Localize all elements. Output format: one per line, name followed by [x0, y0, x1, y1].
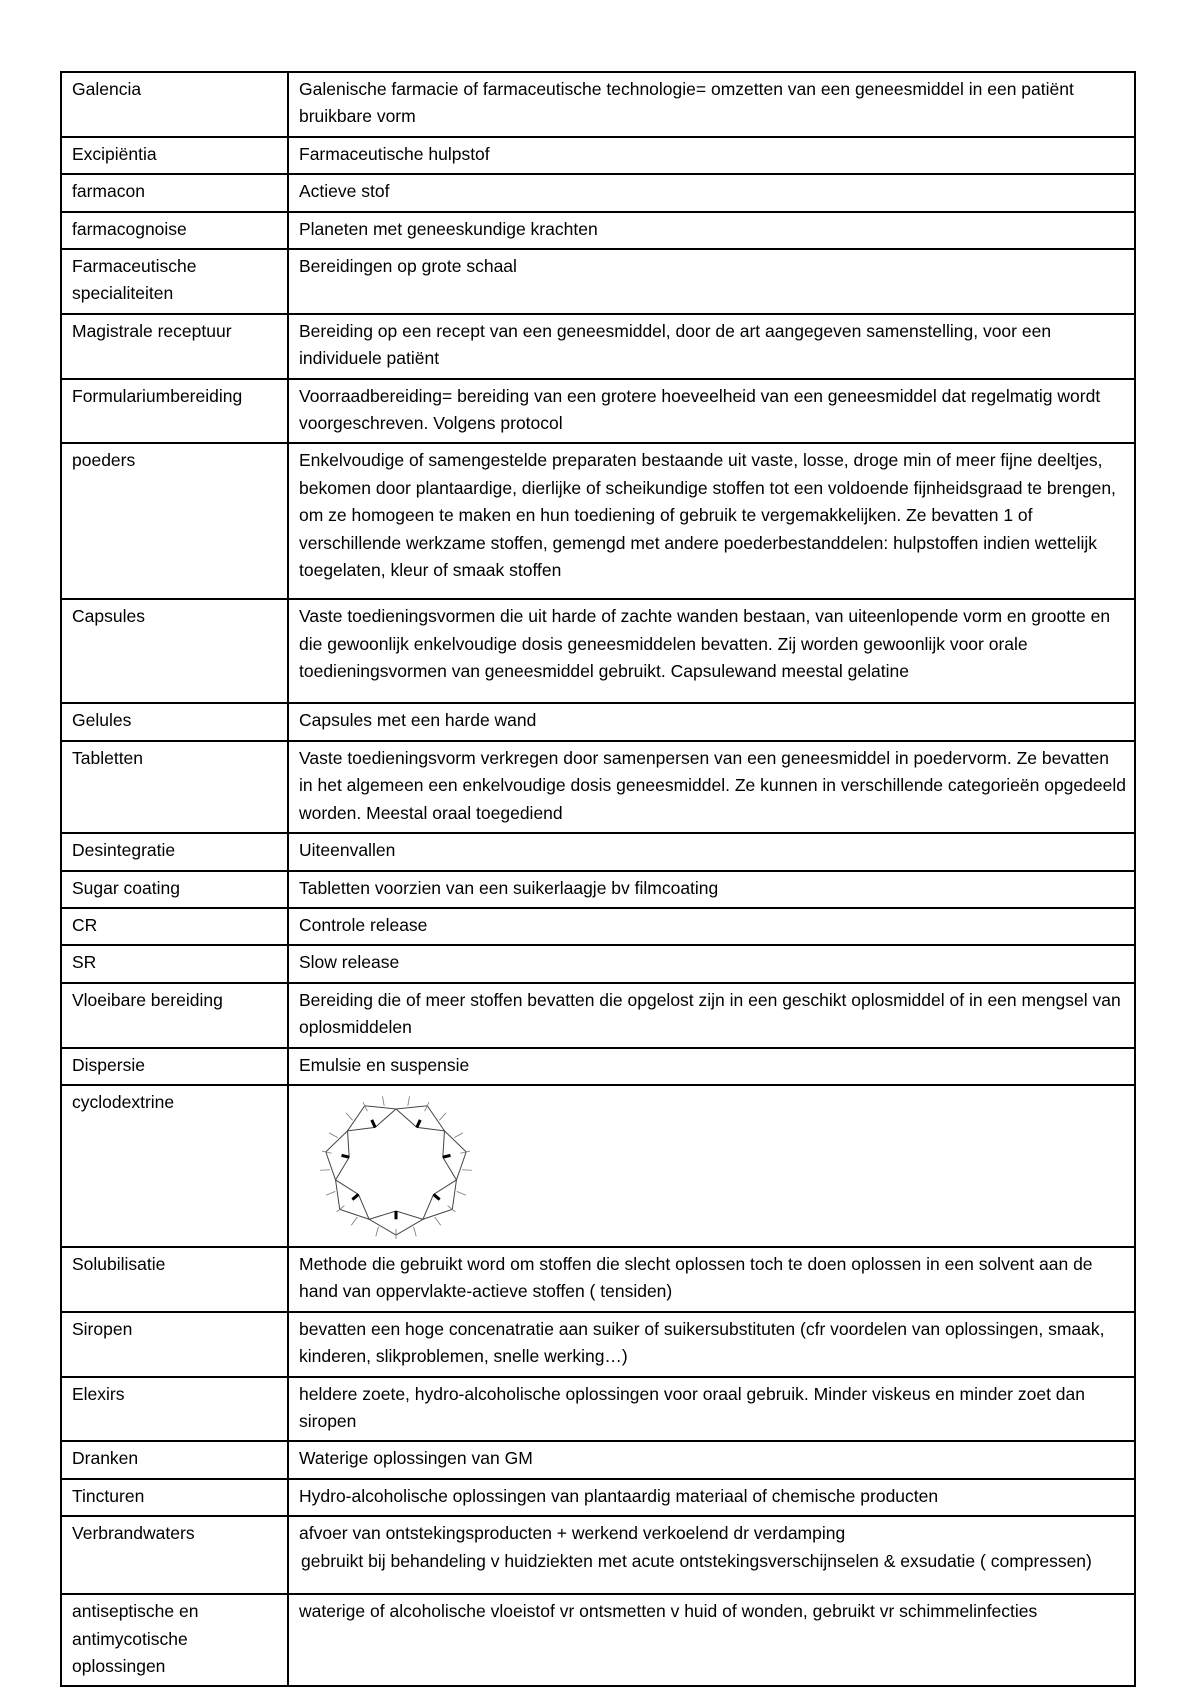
substituent-bond: [457, 1191, 466, 1195]
definition-text: Vaste toedieningsvorm verkregen door samenpersen van een geneesmiddel in poedervorm. Ze bevatten in het algemeen een enkelvoudige dosis geneesmiddel. Ze kunnen in verschillende categorieën opgedeeld worden. Meestal oraal toegediend: [299, 747, 1126, 823]
term-text: Tincturen: [72, 1485, 145, 1506]
term-text: Verbrandwaters: [72, 1523, 195, 1544]
definition-text: Farmaceutische hulpstof: [299, 143, 490, 164]
definition-text: Vaste toedieningsvormen die uit harde of zachte wanden bestaan, van uiteenlopende vorm en grootte en die gewoonlijk enkelvoudige dosis geneesmiddelen bevatten. Zij worden gewoonlijk voor orale toedieningsvormen van geneesmiddel gebruikt. Capsulewand meestal gelatine: [299, 606, 1111, 682]
glycosidic-bond: [352, 1194, 358, 1199]
definition-cell: [288, 1377, 1135, 1442]
definition-cell: [288, 833, 1135, 870]
definition-text: Uiteenvallen: [299, 840, 396, 861]
term-text: farmacognoise: [72, 218, 187, 239]
term-cell: [61, 741, 288, 833]
substituent-bond: [435, 1217, 441, 1225]
term-cell: [61, 599, 288, 703]
term-cell: [61, 174, 288, 211]
definition-text: Planeten met geneeskundige krachten: [299, 218, 598, 239]
term-text: Siropen: [72, 1318, 133, 1339]
term-cell: [61, 1048, 288, 1085]
definition-cell: [288, 908, 1135, 945]
definition-cell: [288, 137, 1135, 174]
definition-cell: [288, 741, 1135, 833]
term-text: Dispersie: [72, 1054, 145, 1075]
glossary-row: [61, 137, 1135, 174]
glossary-body: [61, 72, 1135, 1686]
term-cell: [61, 212, 288, 249]
definition-cell: [288, 1479, 1135, 1516]
glossary-row: [61, 833, 1135, 870]
definition-text: Voorraadbereiding= bereiding van een grotere hoeveelheid van een geneesmiddel dat regelmatig wordt voorgeschreven. Volgens protocol: [299, 385, 1101, 434]
definition-cell: [288, 1312, 1135, 1377]
term-cell: [61, 137, 288, 174]
glossary-row: [61, 1441, 1135, 1478]
glucose-unit: [396, 1106, 444, 1131]
definition-cell: [288, 1048, 1135, 1085]
definition-cell: [288, 1247, 1135, 1312]
definition-cell: [288, 703, 1135, 740]
glucose-unit: [423, 1180, 457, 1219]
term-text: Capsules: [72, 606, 145, 627]
definition-cell: [288, 212, 1135, 249]
glossary-row: [61, 1377, 1135, 1442]
substituent-bond: [326, 1191, 335, 1195]
definition-cell: [288, 379, 1135, 444]
glossary-row: [61, 1085, 1135, 1247]
glossary-row: [61, 314, 1135, 379]
definition-cell: [288, 174, 1135, 211]
glycosidic-bond: [417, 1120, 420, 1127]
definition-text: afvoer van ontstekingsproducten + werkend verkoelend dr verdamping: [299, 1523, 846, 1544]
definition-text: Capsules met een harde wand: [299, 710, 537, 731]
term-text: Desintegratie: [72, 840, 176, 861]
term-text: Sugar coating: [72, 877, 180, 898]
glossary-row: [61, 1479, 1135, 1516]
glossary-row: [61, 1048, 1135, 1085]
term-cell: [61, 945, 288, 982]
term-text: CR: [72, 914, 98, 935]
term-cell: [61, 443, 288, 599]
definition-cell: [288, 945, 1135, 982]
definition-text: Actieve stof: [299, 181, 390, 202]
cyclodextrin-structure-image: [311, 1093, 481, 1241]
term-cell: [61, 1085, 288, 1247]
definition-cell: [288, 1441, 1135, 1478]
substituent-bond: [439, 1113, 446, 1121]
glycosidic-bond: [342, 1155, 350, 1157]
definition-text: Waterige oplossingen van GM: [299, 1448, 533, 1469]
definition-cell: [288, 1516, 1135, 1594]
substituent-bond: [351, 1217, 357, 1225]
definition-cell: [288, 249, 1135, 314]
substituent-bond: [376, 1227, 379, 1237]
definition-cell: [288, 314, 1135, 379]
glossary-row: [61, 1247, 1135, 1312]
term-cell: [61, 1312, 288, 1377]
term-cell: [61, 703, 288, 740]
glossary-table: [60, 71, 1136, 1687]
glossary-row: [61, 1594, 1135, 1686]
term-text: Dranken: [72, 1448, 139, 1469]
term-text: Solubilisatie: [72, 1253, 166, 1274]
definition-text: Bereiding op een recept van een geneesmiddel, door de art aangegeven samenstelling, voor een individuele patiënt: [299, 320, 1052, 369]
definition-text: Bereidingen op grote schaal: [299, 256, 517, 277]
definition-cell: [288, 599, 1135, 703]
definition-text: Emulsie en suspensie: [299, 1054, 470, 1075]
term-cell: [61, 72, 288, 137]
term-text: farmacon: [72, 181, 145, 202]
term-text: SR: [72, 952, 97, 973]
glucose-unit: [336, 1180, 370, 1219]
term-text: Galencia: [72, 79, 142, 99]
definition-cell: [288, 443, 1135, 599]
term-cell: [61, 249, 288, 314]
term-cell: [61, 379, 288, 444]
term-cell: [61, 314, 288, 379]
substituent-bond: [346, 1113, 353, 1121]
substituent-bond: [454, 1133, 463, 1138]
glucose-unit: [348, 1106, 396, 1131]
definition-text: Tabletten voorzien van een suikerlaagje bv filmcoating: [299, 877, 719, 898]
term-text: Gelules: [72, 710, 132, 731]
term-cell: [61, 833, 288, 870]
term-cell: [61, 1516, 288, 1594]
glossary-row: [61, 72, 1135, 137]
definition-text: Bereiding die of meer stoffen bevatten die opgelost zijn in een geschikt oplosmiddel of in een mengsel van oplosmiddelen: [299, 989, 1121, 1038]
glycosidic-bond: [434, 1194, 440, 1199]
term-cell: [61, 983, 288, 1048]
glossary-row: [61, 249, 1135, 314]
definition-text: Controle release: [299, 914, 428, 935]
definition-cell: [288, 1594, 1135, 1686]
substituent-bond: [382, 1096, 384, 1106]
term-text: Formulariumbereiding: [72, 385, 243, 406]
term-text: Vloeibare bereiding: [72, 989, 223, 1010]
term-text: cyclodextrine: [72, 1091, 175, 1112]
definition-text: heldere zoete, hydro-alcoholische oplossingen voor oraal gebruik. Minder viskeus en minder zoet dan siropen: [299, 1383, 1086, 1431]
definition-cell: [288, 871, 1135, 908]
term-cell: [61, 1247, 288, 1312]
glossary-row: [61, 1516, 1135, 1594]
glossary-row: [61, 908, 1135, 945]
definition-cell: [288, 983, 1135, 1048]
term-cell: [61, 1479, 288, 1516]
glossary-row: [61, 174, 1135, 211]
glossary-row: [61, 871, 1135, 908]
definition-text: bevatten een hoge concenatratie aan suiker of suikersubstituten (cfr voordelen van oplossingen, smaak, kinderen, slikproblemen, snelle werking…): [299, 1318, 1105, 1367]
glossary-row: [61, 741, 1135, 833]
glossary-row: [61, 599, 1135, 703]
term-cell: [61, 1594, 288, 1686]
glossary-row: [61, 379, 1135, 444]
definition-cell: [288, 72, 1135, 137]
term-text: Farmaceutische specialiteiten: [72, 256, 197, 304]
substituent-bond: [408, 1096, 410, 1106]
definition-text: gebruikt bij behandeling v huidziekten met acute ontstekingsverschijnselen & exsudatie ( compressen): [301, 1550, 1092, 1571]
definition-text: Hydro-alcoholische oplossingen van plantaardig materiaal of chemische producten: [299, 1485, 939, 1506]
definition-cell: [288, 1085, 1135, 1247]
definition-text: Methode die gebruikt word om stoffen die slecht oplossen toch te doen oplossen in een solvent aan de hand van oppervlakte-actieve stoffen ( tensiden): [299, 1253, 1093, 1302]
term-cell: [61, 1441, 288, 1478]
term-cell: [61, 1377, 288, 1442]
glossary-row: [61, 945, 1135, 982]
glossary-row: [61, 703, 1135, 740]
term-cell: [61, 871, 288, 908]
term-text: Magistrale receptuur: [72, 320, 232, 341]
term-text: Elexirs: [72, 1383, 125, 1404]
definition-text: Slow release: [299, 952, 400, 973]
glossary-row: [61, 443, 1135, 599]
term-text: poeders: [72, 450, 136, 471]
glycosidic-bond: [443, 1155, 451, 1157]
term-cell: [61, 908, 288, 945]
term-text: Excipiëntia: [72, 143, 157, 164]
substituent-bond: [414, 1227, 417, 1237]
glycosidic-bond: [372, 1120, 375, 1127]
term-text: Tabletten: [72, 747, 144, 768]
definition-text: Enkelvoudige of samengestelde preparaten bestaande uit vaste, losse, droge min of meer fijne deeltjes, bekomen door plantaardige, dierlijke of scheikundige stoffen tot een voldoende fijnheidsgraad te brengen, om ze homogeen te maken en hun toediening of gebruik te vergemakkelijken. Ze bevatten 1 of verschillende werkzame stoffen, gemengd met andere poederbestanddelen: hulpstoffen indien wettelijk toegelaten, kleur of smaak stoffen: [299, 450, 1116, 581]
definition-text: waterige of alcoholische vloeistof vr ontsmetten v huid of wonden, gebruikt vr schimmelinfecties: [299, 1601, 1038, 1622]
glossary-row: [61, 212, 1135, 249]
substituent-bond: [329, 1133, 338, 1138]
glossary-row: [61, 983, 1135, 1048]
term-text: antiseptische en antimycotische oplossingen: [72, 1601, 199, 1676]
definition-text: Galenische farmacie of farmaceutische technologie= omzetten van een geneesmiddel in een patiënt bruikbare vorm: [299, 79, 1074, 127]
glossary-row: [61, 1312, 1135, 1377]
